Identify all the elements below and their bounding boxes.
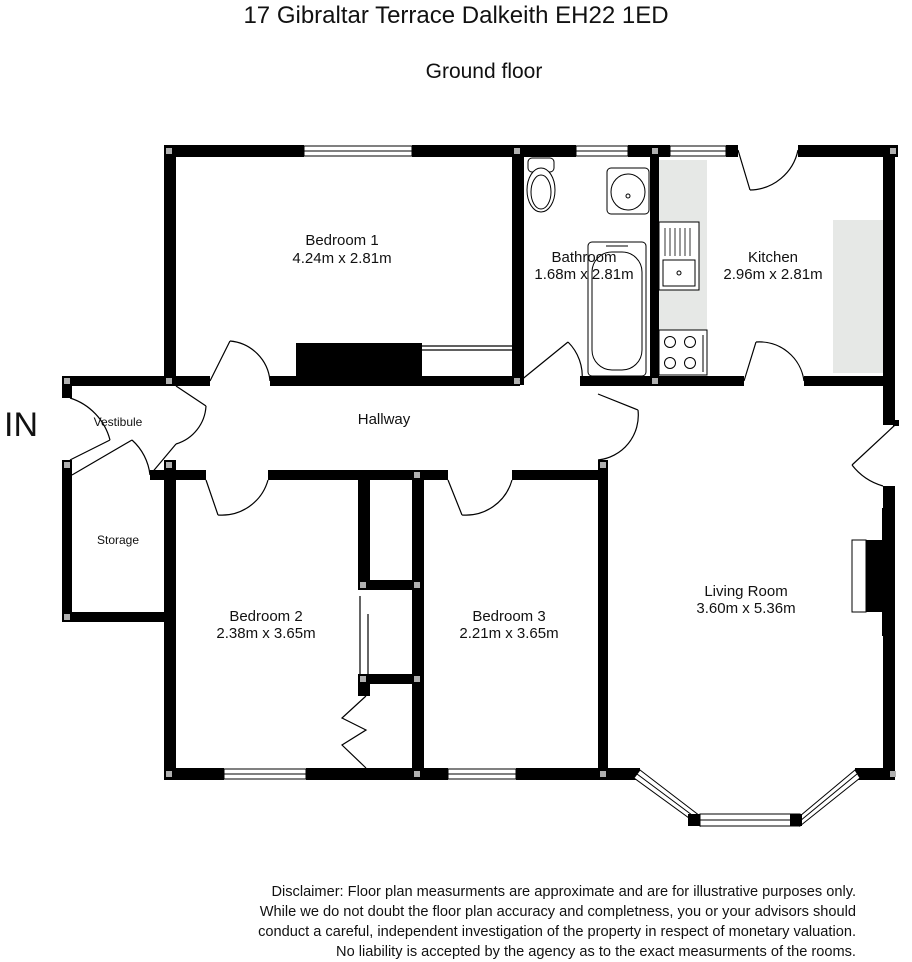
room-name-kitchen: Kitchen (747, 249, 799, 266)
room-name-bedroom3: Bedroom 3 (472, 608, 546, 625)
walls (62, 145, 899, 780)
room-name-bathroom: Bathroom (551, 249, 617, 266)
room-dims-kitchen: 2.96m x 2.81m (723, 266, 823, 283)
kitchen-hob (659, 330, 707, 375)
fireplace-hearth (852, 540, 866, 612)
basin (607, 168, 649, 214)
room-dims-bathroom: 1.68m x 2.81m (534, 266, 634, 283)
plan-title: 17 Gibraltar Terrace Dalkeith EH22 1ED (243, 2, 669, 29)
wall-posts (64, 148, 896, 777)
room-name-vestibule: Vestibule (93, 415, 143, 429)
disclaimer-line: No liability is accepted by the agency as to the exact measurments of the rooms. (336, 944, 856, 960)
disclaimer-line: While we do not doubt the floor plan accuracy and completness, you or your advisors should (259, 904, 856, 920)
room-name-bedroom1: Bedroom 1 (305, 232, 379, 249)
room-dims-bedroom1: 4.24m x 2.81m (292, 250, 392, 267)
room-dims-bedroom2: 2.38m x 3.65m (216, 625, 316, 642)
kitchen-worktop-right (833, 220, 883, 373)
room-name-storage: Storage (96, 533, 140, 547)
room-dims-bedroom3: 2.21m x 3.65m (459, 625, 559, 642)
doors (70, 150, 895, 768)
room-dims-living: 3.60m x 5.36m (696, 600, 796, 617)
room-name-bedroom2: Bedroom 2 (229, 608, 303, 625)
room-name-living: Living Room (704, 583, 788, 600)
room-name-hallway: Hallway (357, 411, 411, 428)
disclaimer-line: Disclaimer: Floor plan measurments are approximate and are for illustrative purposes only. (271, 884, 856, 900)
floor-label: Ground floor (425, 60, 543, 83)
disclaimer (150, 882, 856, 962)
disclaimer-line: conduct a careful, independent investigation of the property in respect of monetary valuation. (258, 924, 856, 940)
entrance-label: IN (4, 406, 38, 444)
